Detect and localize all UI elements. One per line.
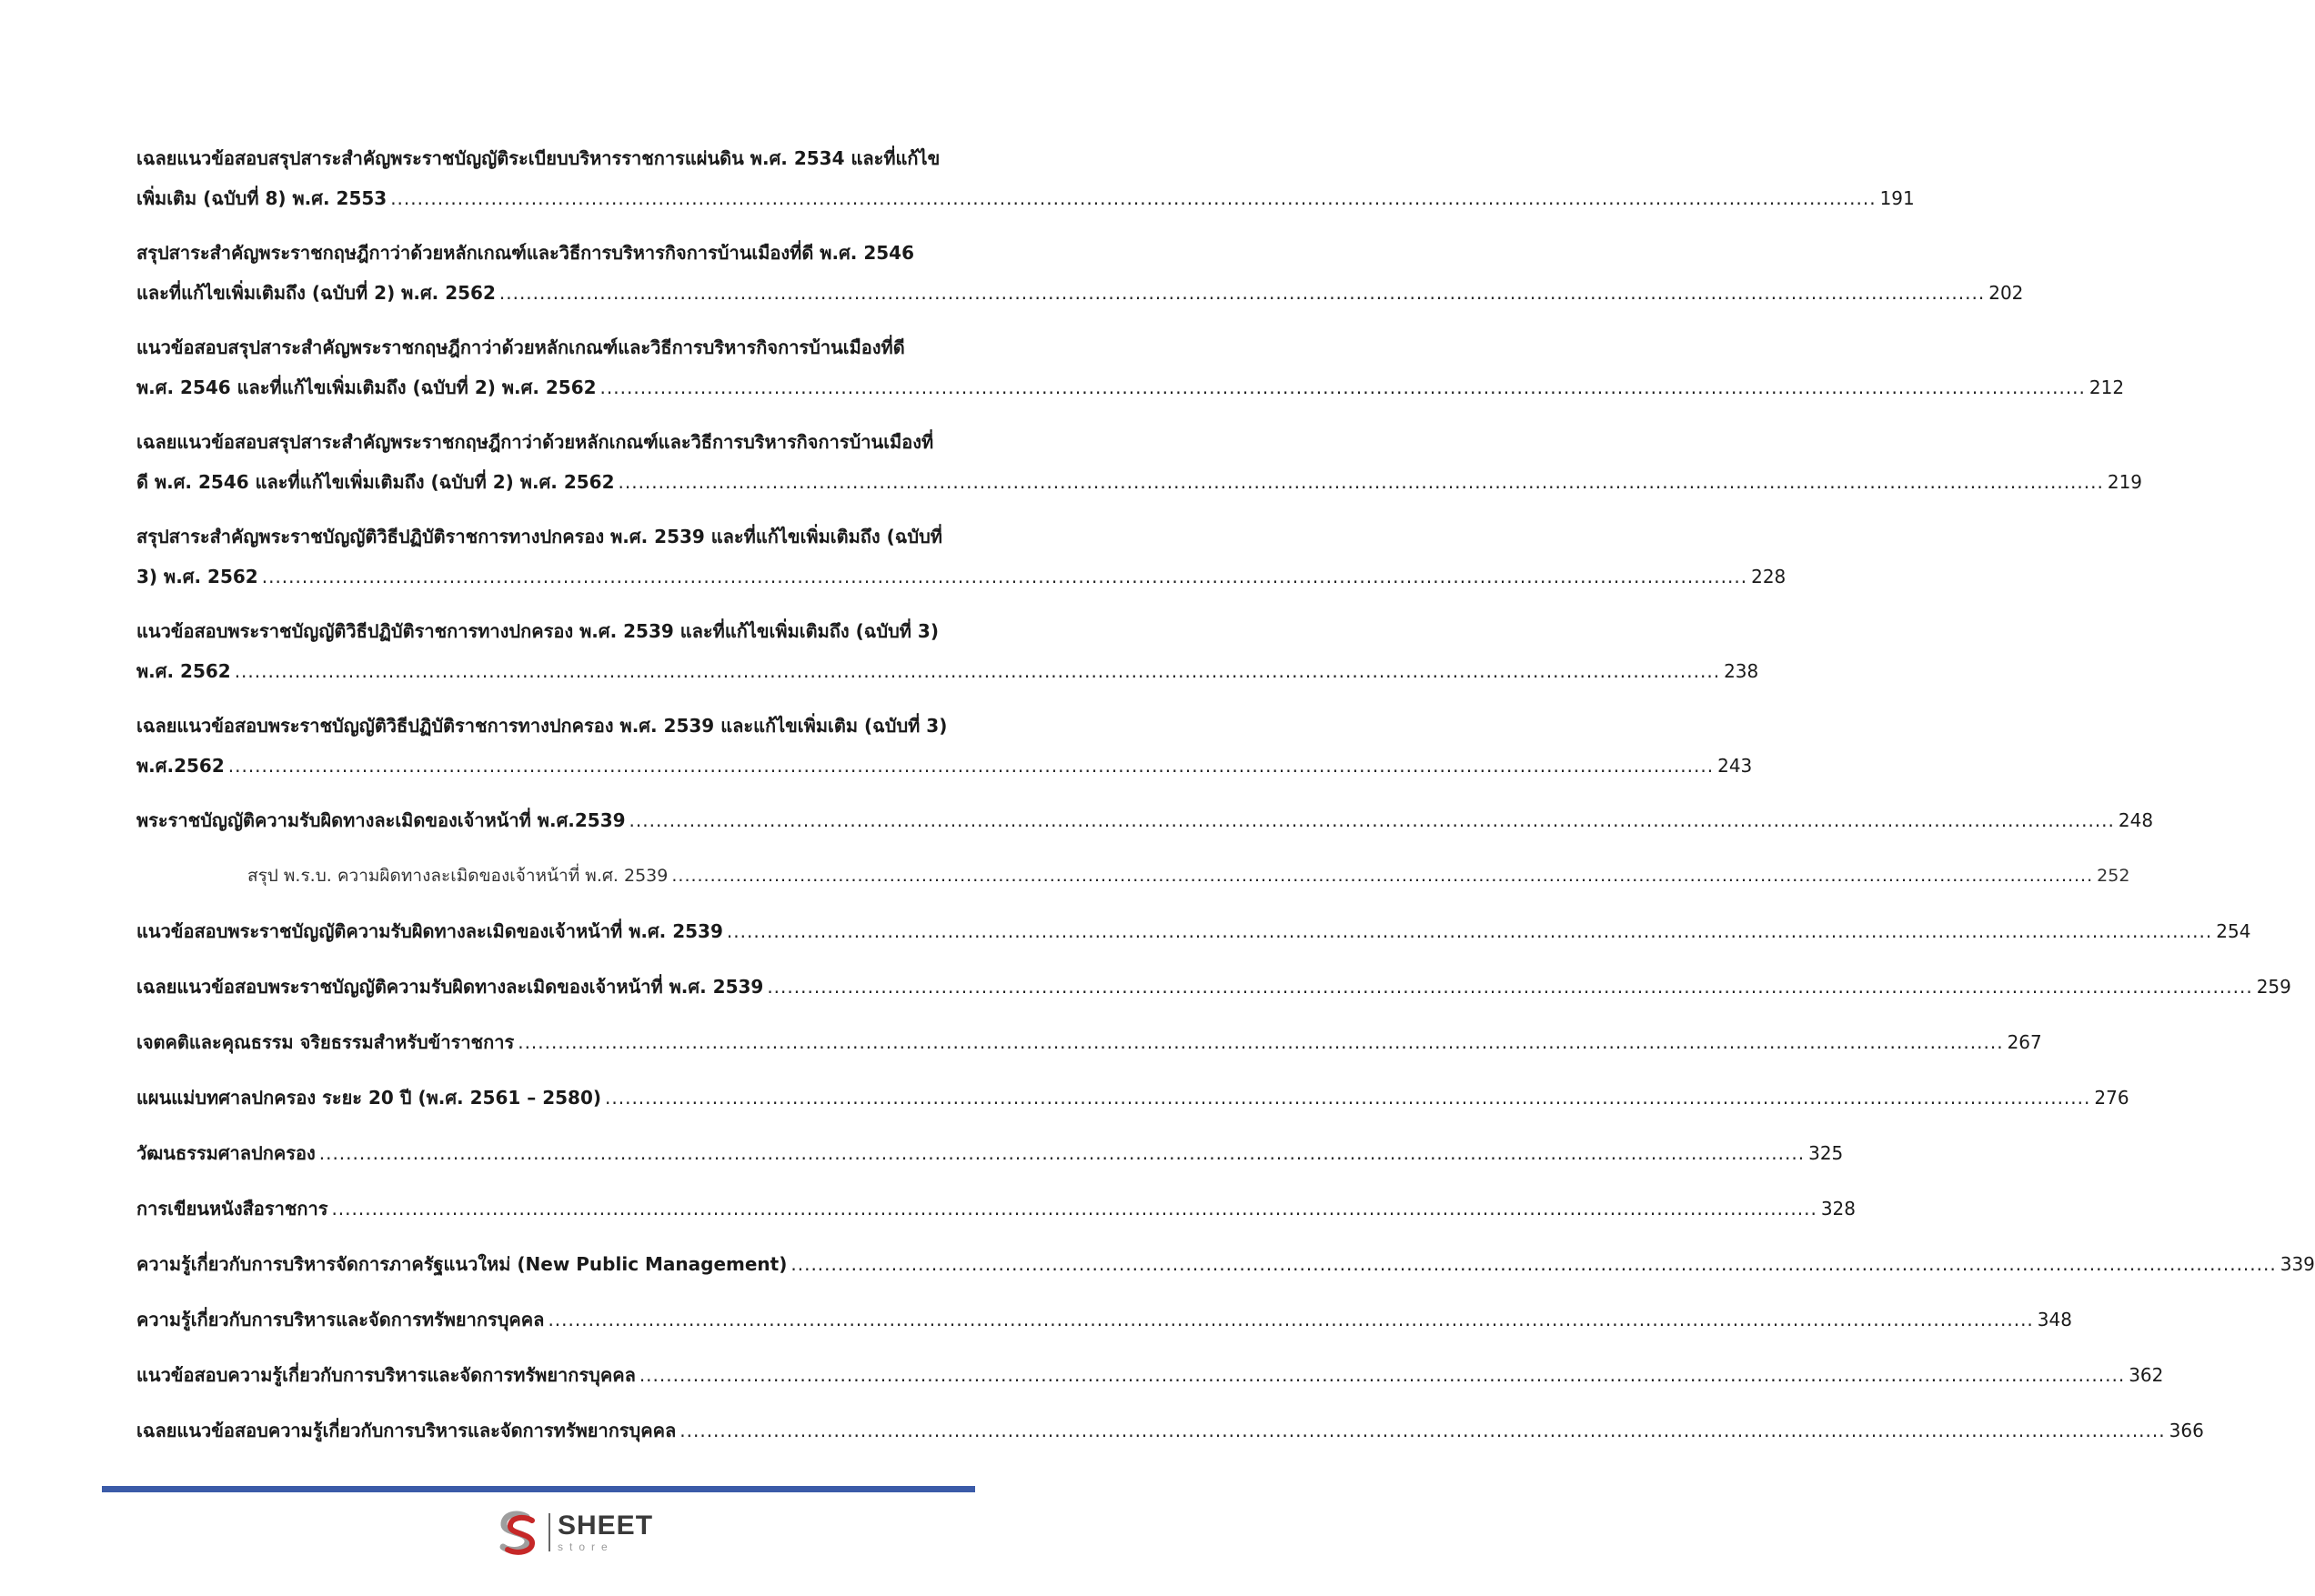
toc-subentry[interactable] <box>136 856 2130 896</box>
toc-entry-title: วัฒนธรรมศาลปกครอง <box>136 1142 316 1164</box>
toc-entry-title: แผนแม่บทศาลปกครอง ระยะ 20 ปี (พ.ศ. 2561 – 2580) <box>136 1087 602 1109</box>
toc-entry[interactable] <box>136 1244 2315 1284</box>
toc-entry-title: เฉลยแนวข้อสอบสรุปสาระสำคัญพระราชกฤษฎีกาว่าด้วยหลักเกณฑ์และวิธีการบริหารกิจการบ้านเมืองที่ <box>136 431 934 453</box>
toc-entry-title-cont: พ.ศ. 2546 และที่แก้ไขเพิ่มเติมถึง (ฉบับที่ 2) พ.ศ. 2562 <box>136 376 597 398</box>
toc-entry-title: การเขียนหนังสือราชการ <box>136 1198 328 1220</box>
toc-page-number: 276 <box>2094 1087 2129 1109</box>
footer-divider <box>102 1486 975 1492</box>
leader-dots: .............................................................................................................................................................................................................................. <box>639 1364 2126 1386</box>
toc-entry-title: สรุป พ.ร.บ. ความผิดทางละเมิดของเจ้าหน้าที่ พ.ศ. 2539 <box>247 866 669 886</box>
toc-page-number: 339 <box>2280 1253 2315 1275</box>
toc-entry-title: แนวข้อสอบพระราชบัญญัติความรับผิดทางละเมิดของเจ้าหน้าที่ พ.ศ. 2539 <box>136 920 723 942</box>
toc-page-number: 191 <box>1879 187 1915 209</box>
toc-page-number: 219 <box>2107 471 2143 493</box>
toc-entry[interactable] <box>136 233 2024 313</box>
toc-page-number: 248 <box>2118 809 2154 831</box>
toc-page-number: 328 <box>1820 1198 1856 1220</box>
leader-dots: .............................................................................................................................................................................................................................. <box>331 1198 1817 1220</box>
toc-entry-title-cont: พ.ศ. 2562 <box>136 660 231 682</box>
toc-entry-title: เฉลยแนวข้อสอบสรุปสาระสำคัญพระราชบัญญัติระเบียบบริหารราชการแผ่นดิน พ.ศ. 2534 และที่แก้ไข <box>136 147 941 169</box>
toc-entry-title: เฉลยแนวข้อสอบความรู้เกี่ยวกับการบริหารและจัดการทรัพยากรบุคคล <box>136 1420 677 1441</box>
toc-page-number: 254 <box>2216 920 2251 942</box>
toc-entry[interactable] <box>136 1355 2164 1395</box>
leader-dots: .............................................................................................................................................................................................................................. <box>599 376 2086 398</box>
toc-entry-title-cont: 3) พ.ศ. 2562 <box>136 566 258 587</box>
toc-entry[interactable] <box>136 1133 1844 1173</box>
leader-dots: .............................................................................................................................................................................................................................. <box>234 660 1721 682</box>
toc-entry-title-cont: เพิ่มเติม (ฉบับที่ 8) พ.ศ. 2553 <box>136 187 388 209</box>
leader-dots: .............................................................................................................................................................................................................................. <box>318 1142 1806 1164</box>
leader-dots: .............................................................................................................................................................................................................................. <box>767 976 2253 998</box>
toc-entry-title: เจตคติและคุณธรรม จริยธรรมสำหรับข้าราชการ <box>136 1031 515 1053</box>
toc-entry-title-cont: พ.ศ.2562 <box>136 755 225 777</box>
toc-entry[interactable] <box>136 1022 2042 1062</box>
toc-entry[interactable] <box>136 1189 1856 1229</box>
leader-dots: .............................................................................................................................................................................................................................. <box>227 755 1715 777</box>
toc-entry[interactable] <box>136 706 1753 786</box>
leader-dots: .............................................................................................................................................................................................................................. <box>790 1253 2277 1275</box>
toc-page-number: 362 <box>2129 1364 2164 1386</box>
leader-dots: .............................................................................................................................................................................................................................. <box>548 1309 2034 1330</box>
logo-divider <box>549 1513 550 1551</box>
leader-dots: .............................................................................................................................................................................................................................. <box>498 282 1986 304</box>
table-of-contents <box>136 138 2315 1466</box>
toc-page-number: 348 <box>2037 1309 2072 1330</box>
logo-sub-text: store <box>558 1541 614 1553</box>
toc-page-number: 243 <box>1717 755 1753 777</box>
toc-entry-title: ความรู้เกี่ยวกับการบริหารจัดการภาครัฐแนวใหม่ (New Public Management) <box>136 1253 788 1275</box>
toc-entry[interactable] <box>136 422 2143 502</box>
toc-entry-title: สรุปสาระสำคัญพระราชบัญญัติวิธีปฏิบัติราชการทางปกครอง พ.ศ. 2539 และที่แก้ไขเพิ่มเติมถึง (ฉบับที่ <box>136 526 942 547</box>
toc-entry[interactable] <box>136 911 2251 951</box>
toc-entry-title: ความรู้เกี่ยวกับการบริหารและจัดการทรัพยากรบุคคล <box>136 1309 545 1330</box>
toc-entry[interactable] <box>136 967 2291 1007</box>
toc-page-number: 228 <box>1751 566 1787 587</box>
toc-page-number: 366 <box>2169 1420 2204 1441</box>
toc-entry-title: เฉลยแนวข้อสอบพระราชบัญญัติความรับผิดทางละเมิดของเจ้าหน้าที่ พ.ศ. 2539 <box>136 976 764 998</box>
leader-dots: .............................................................................................................................................................................................................................. <box>605 1087 2091 1109</box>
toc-entry[interactable] <box>136 611 1759 691</box>
toc-entry-title: สรุปสาระสำคัญพระราชกฤษฎีกาว่าด้วยหลักเกณฑ์และวิธีการบริหารกิจการบ้านเมืองที่ดี พ.ศ. 2546 <box>136 242 914 264</box>
toc-entry-title: พระราชบัญญัติความรับผิดทางละเมิดของเจ้าหน้าที่ พ.ศ.2539 <box>136 809 626 831</box>
toc-page-number: 238 <box>1724 660 1759 682</box>
toc-entry[interactable] <box>136 327 2125 407</box>
toc-page-number: 252 <box>2097 866 2130 886</box>
toc-entry-title-cont: ดี พ.ศ. 2546 และที่แก้ไขเพิ่มเติมถึง (ฉบับที่ 2) พ.ศ. 2562 <box>136 471 615 493</box>
logo-main-text: SHEET <box>558 1511 654 1541</box>
leader-dots: .............................................................................................................................................................................................................................. <box>518 1031 2004 1053</box>
toc-entry-title: เฉลยแนวข้อสอบพระราชบัญญัติวิธีปฏิบัติราชการทางปกครอง พ.ศ. 2539 และแก้ไขเพิ่มเติม (ฉบับที่ 3) <box>136 715 948 737</box>
toc-page-number: 325 <box>1808 1142 1844 1164</box>
leader-dots: .............................................................................................................................................................................................................................. <box>726 920 2213 942</box>
toc-entry[interactable] <box>136 800 2154 840</box>
toc-entry-title-cont: และที่แก้ไขเพิ่มเติมถึง (ฉบับที่ 2) พ.ศ. 2562 <box>136 282 496 304</box>
toc-page-number: 259 <box>2256 976 2291 998</box>
toc-entry[interactable] <box>136 1300 2072 1340</box>
toc-page-number: 212 <box>2089 376 2125 398</box>
leader-dots: .............................................................................................................................................................................................................................. <box>390 187 1877 209</box>
toc-page-number: 267 <box>2007 1031 2042 1053</box>
toc-entry-title: แนวข้อสอบพระราชบัญญัติวิธีปฏิบัติราชการทางปกครอง พ.ศ. 2539 และที่แก้ไขเพิ่มเติมถึง (ฉบับที่ 3) <box>136 620 939 642</box>
toc-entry[interactable] <box>136 517 1787 597</box>
logo-s-icon <box>494 1509 541 1556</box>
toc-entry[interactable] <box>136 138 1915 218</box>
leader-dots: .............................................................................................................................................................................................................................. <box>629 809 2115 831</box>
leader-dots: .............................................................................................................................................................................................................................. <box>261 566 1748 587</box>
logo-wordmark <box>558 1512 653 1552</box>
toc-page-number: 202 <box>1988 282 2024 304</box>
leader-dots: .............................................................................................................................................................................................................................. <box>679 1420 2166 1441</box>
toc-entry-title: แนวข้อสอบสรุปสาระสำคัญพระราชกฤษฎีกาว่าด้วยหลักเกณฑ์และวิธีการบริหารกิจการบ้านเมืองที่ดี <box>136 336 905 358</box>
sheet-store-logo <box>494 1507 653 1558</box>
toc-entry[interactable] <box>136 1410 2204 1450</box>
leader-dots: .............................................................................................................................................................................................................................. <box>618 471 2104 493</box>
toc-entry-title: แนวข้อสอบความรู้เกี่ยวกับการบริหารและจัดการทรัพยากรบุคคล <box>136 1364 636 1386</box>
toc-entry[interactable] <box>136 1078 2129 1118</box>
leader-dots: .............................................................................................................................................................................................................................. <box>671 866 2094 886</box>
